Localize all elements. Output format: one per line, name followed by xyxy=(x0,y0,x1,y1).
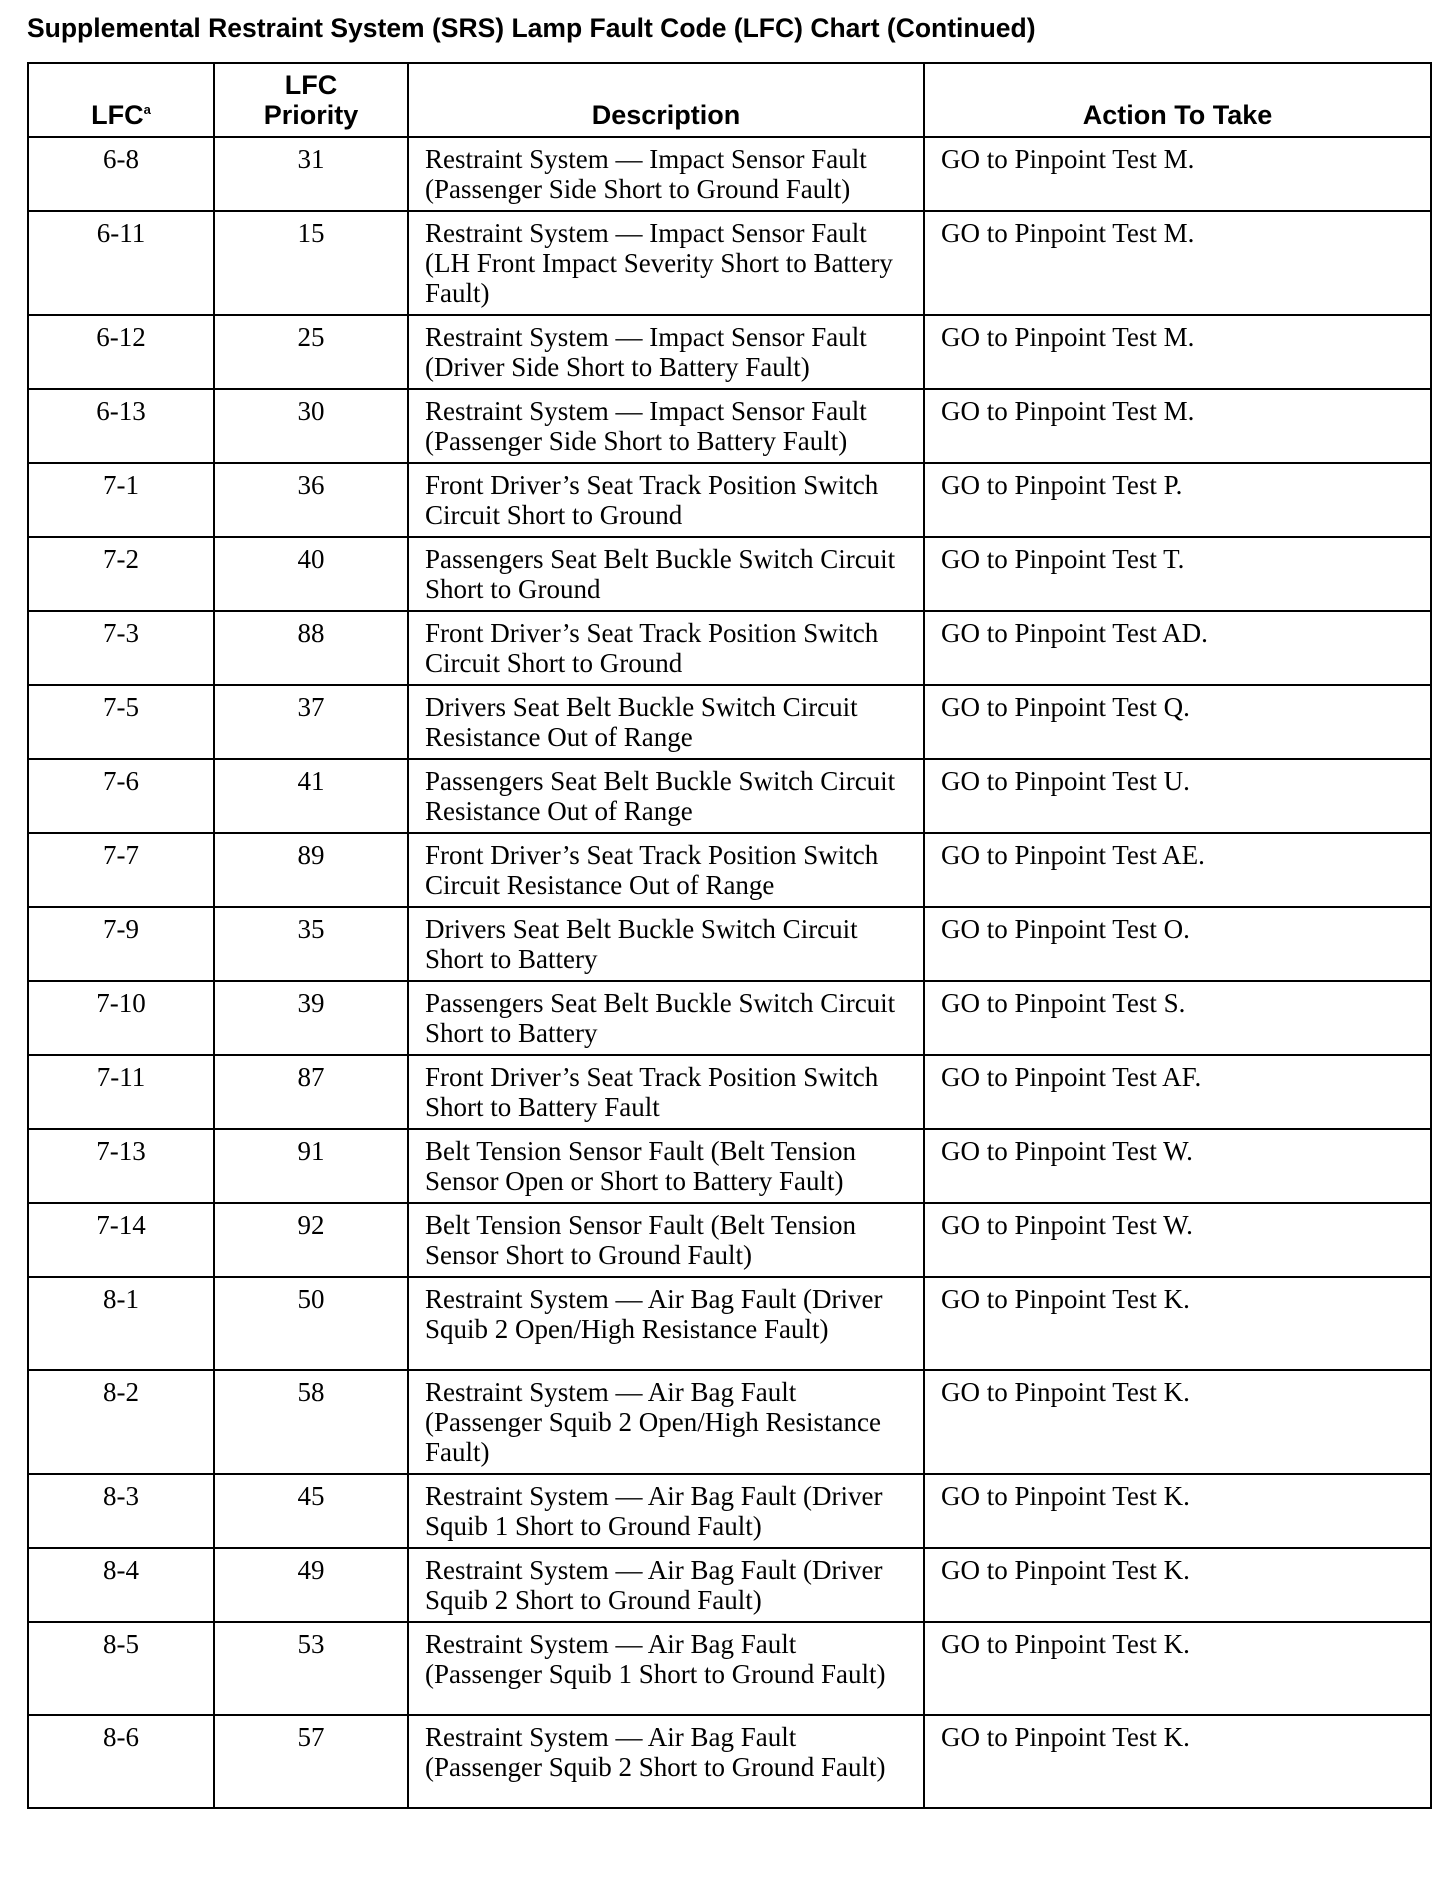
lfc-code-cell: 7-14 xyxy=(28,1203,214,1277)
table-row xyxy=(28,1622,1431,1715)
action-cell: GO to Pinpoint Test M. xyxy=(924,389,1431,463)
table-row xyxy=(28,1715,1431,1808)
table-row xyxy=(28,211,1431,315)
lfc-code-cell: 7-2 xyxy=(28,537,214,611)
lfc-priority-cell: 92 xyxy=(214,1203,408,1277)
table-row xyxy=(28,537,1431,611)
table-row xyxy=(28,1370,1431,1474)
lfc-code-cell: 7-6 xyxy=(28,759,214,833)
action-cell: GO to Pinpoint Test M. xyxy=(924,137,1431,211)
description-cell: Restraint System — Impact Sensor Fault (LH Front Impact Severity Short to Battery Fault) xyxy=(408,211,924,315)
action-cell: GO to Pinpoint Test T. xyxy=(924,537,1431,611)
table-row xyxy=(28,1129,1431,1203)
lfc-code-cell: 7-9 xyxy=(28,907,214,981)
action-cell: GO to Pinpoint Test AE. xyxy=(924,833,1431,907)
lfc-code-cell: 8-1 xyxy=(28,1277,214,1370)
table-header-row xyxy=(28,63,1431,137)
lfc-code-cell: 7-1 xyxy=(28,463,214,537)
action-cell: GO to Pinpoint Test K. xyxy=(924,1548,1431,1622)
lfc-code-cell: 8-5 xyxy=(28,1622,214,1715)
lfc-priority-cell: 36 xyxy=(214,463,408,537)
header-action: Action To Take xyxy=(924,63,1431,137)
description-cell: Front Driver’s Seat Track Position Switch Circuit Resistance Out of Range xyxy=(408,833,924,907)
header-lfc xyxy=(28,63,214,137)
action-cell: GO to Pinpoint Test AD. xyxy=(924,611,1431,685)
description-cell: Restraint System — Air Bag Fault (Passenger Squib 2 Open/High Resistance Fault) xyxy=(408,1370,924,1474)
table-row xyxy=(28,315,1431,389)
lfc-chart-table xyxy=(27,62,1432,1809)
table-row xyxy=(28,685,1431,759)
lfc-priority-cell: 87 xyxy=(214,1055,408,1129)
action-cell: GO to Pinpoint Test O. xyxy=(924,907,1431,981)
action-cell: GO to Pinpoint Test K. xyxy=(924,1474,1431,1548)
action-cell: GO to Pinpoint Test K. xyxy=(924,1622,1431,1715)
description-cell: Drivers Seat Belt Buckle Switch Circuit Short to Battery xyxy=(408,907,924,981)
description-cell: Restraint System — Impact Sensor Fault (Driver Side Short to Battery Fault) xyxy=(408,315,924,389)
description-cell: Belt Tension Sensor Fault (Belt Tension Sensor Short to Ground Fault) xyxy=(408,1203,924,1277)
lfc-code-cell: 7-10 xyxy=(28,981,214,1055)
lfc-priority-cell: 91 xyxy=(214,1129,408,1203)
table-row xyxy=(28,463,1431,537)
lfc-priority-cell: 49 xyxy=(214,1548,408,1622)
description-cell: Passengers Seat Belt Buckle Switch Circuit Short to Battery xyxy=(408,981,924,1055)
table-row xyxy=(28,1548,1431,1622)
description-cell: Restraint System — Air Bag Fault (Driver Squib 1 Short to Ground Fault) xyxy=(408,1474,924,1548)
header-lfc-label: LFC xyxy=(91,100,144,130)
description-cell: Restraint System — Impact Sensor Fault (Passenger Side Short to Ground Fault) xyxy=(408,137,924,211)
lfc-priority-cell: 50 xyxy=(214,1277,408,1370)
lfc-priority-cell: 39 xyxy=(214,981,408,1055)
description-cell: Front Driver’s Seat Track Position Switch Short to Battery Fault xyxy=(408,1055,924,1129)
header-priority-line1: LFC xyxy=(284,70,338,100)
description-cell: Restraint System — Air Bag Fault (Passenger Squib 1 Short to Ground Fault) xyxy=(408,1622,924,1715)
description-cell: Front Driver’s Seat Track Position Switch Circuit Short to Ground xyxy=(408,611,924,685)
lfc-code-cell: 8-2 xyxy=(28,1370,214,1474)
description-cell: Restraint System — Air Bag Fault (Driver Squib 2 Open/High Resistance Fault) xyxy=(408,1277,924,1370)
action-cell: GO to Pinpoint Test W. xyxy=(924,1129,1431,1203)
description-cell: Restraint System — Impact Sensor Fault (Passenger Side Short to Battery Fault) xyxy=(408,389,924,463)
lfc-priority-cell: 25 xyxy=(214,315,408,389)
lfc-priority-cell: 45 xyxy=(214,1474,408,1548)
header-lfc-priority xyxy=(214,63,408,137)
lfc-code-cell: 7-3 xyxy=(28,611,214,685)
lfc-priority-cell: 41 xyxy=(214,759,408,833)
header-priority-line2: Priority xyxy=(263,100,359,130)
lfc-priority-cell: 40 xyxy=(214,537,408,611)
lfc-code-cell: 6-8 xyxy=(28,137,214,211)
lfc-priority-cell: 15 xyxy=(214,211,408,315)
table-row xyxy=(28,389,1431,463)
header-lfc-footnote: a xyxy=(143,102,151,117)
lfc-code-cell: 7-13 xyxy=(28,1129,214,1203)
description-cell: Belt Tension Sensor Fault (Belt Tension Sensor Open or Short to Battery Fault) xyxy=(408,1129,924,1203)
lfc-code-cell: 6-13 xyxy=(28,389,214,463)
lfc-code-cell: 8-3 xyxy=(28,1474,214,1548)
table-row xyxy=(28,1474,1431,1548)
action-cell: GO to Pinpoint Test P. xyxy=(924,463,1431,537)
action-cell: GO to Pinpoint Test AF. xyxy=(924,1055,1431,1129)
lfc-priority-cell: 58 xyxy=(214,1370,408,1474)
lfc-priority-cell: 35 xyxy=(214,907,408,981)
description-cell: Front Driver’s Seat Track Position Switch Circuit Short to Ground xyxy=(408,463,924,537)
description-cell: Drivers Seat Belt Buckle Switch Circuit Resistance Out of Range xyxy=(408,685,924,759)
table-row xyxy=(28,1277,1431,1370)
action-cell: GO to Pinpoint Test W. xyxy=(924,1203,1431,1277)
page-title: Supplemental Restraint System (SRS) Lamp Fault Code (LFC) Chart (Continued) xyxy=(27,13,1036,43)
description-cell: Restraint System — Air Bag Fault (Passenger Squib 2 Short to Ground Fault) xyxy=(408,1715,924,1808)
table-row xyxy=(28,1055,1431,1129)
lfc-priority-cell: 88 xyxy=(214,611,408,685)
header-description: Description xyxy=(408,63,924,137)
action-cell: GO to Pinpoint Test M. xyxy=(924,211,1431,315)
lfc-code-cell: 7-11 xyxy=(28,1055,214,1129)
lfc-priority-cell: 31 xyxy=(214,137,408,211)
table-row xyxy=(28,981,1431,1055)
lfc-priority-cell: 89 xyxy=(214,833,408,907)
lfc-priority-cell: 30 xyxy=(214,389,408,463)
table-row xyxy=(28,611,1431,685)
lfc-priority-cell: 37 xyxy=(214,685,408,759)
action-cell: GO to Pinpoint Test K. xyxy=(924,1277,1431,1370)
lfc-code-cell: 8-6 xyxy=(28,1715,214,1808)
table-row xyxy=(28,1203,1431,1277)
action-cell: GO to Pinpoint Test U. xyxy=(924,759,1431,833)
action-cell: GO to Pinpoint Test Q. xyxy=(924,685,1431,759)
lfc-code-cell: 6-11 xyxy=(28,211,214,315)
lfc-priority-cell: 57 xyxy=(214,1715,408,1808)
table-row xyxy=(28,833,1431,907)
action-cell: GO to Pinpoint Test K. xyxy=(924,1370,1431,1474)
lfc-code-cell: 7-7 xyxy=(28,833,214,907)
action-cell: GO to Pinpoint Test K. xyxy=(924,1715,1431,1808)
table-row xyxy=(28,907,1431,981)
description-cell: Passengers Seat Belt Buckle Switch Circuit Short to Ground xyxy=(408,537,924,611)
action-cell: GO to Pinpoint Test M. xyxy=(924,315,1431,389)
description-cell: Restraint System — Air Bag Fault (Driver Squib 2 Short to Ground Fault) xyxy=(408,1548,924,1622)
lfc-priority-cell: 53 xyxy=(214,1622,408,1715)
action-cell: GO to Pinpoint Test S. xyxy=(924,981,1431,1055)
lfc-code-cell: 7-5 xyxy=(28,685,214,759)
lfc-code-cell: 6-12 xyxy=(28,315,214,389)
lfc-code-cell: 8-4 xyxy=(28,1548,214,1622)
description-cell: Passengers Seat Belt Buckle Switch Circuit Resistance Out of Range xyxy=(408,759,924,833)
table-body xyxy=(28,137,1431,1808)
table-row xyxy=(28,137,1431,211)
table-row xyxy=(28,759,1431,833)
